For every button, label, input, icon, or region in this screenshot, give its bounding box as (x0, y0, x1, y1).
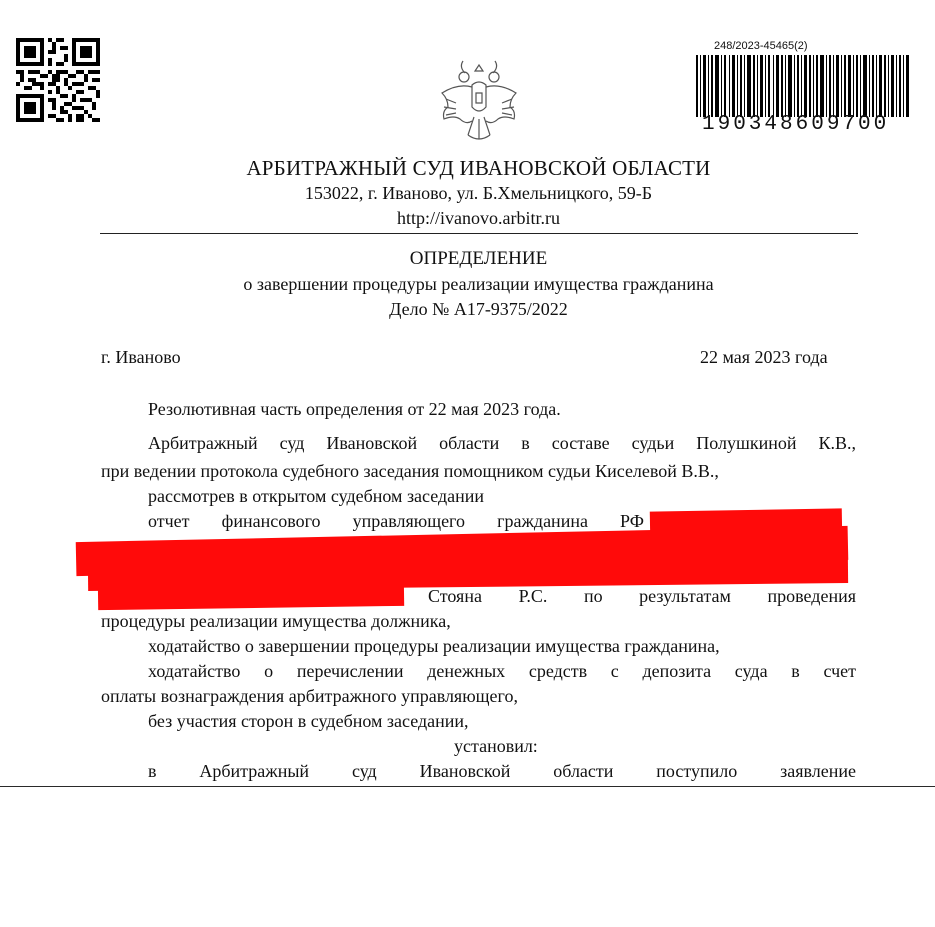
body-line: ходатайство о перечислении денежных средств с депозита суда в счет (148, 661, 856, 681)
body-line: Стояна Р.С. по результатам проведения (428, 586, 856, 606)
body-line: оплаты вознаграждения арбитражного управляющего, (101, 686, 518, 706)
redaction-mark (98, 576, 404, 610)
barcode-digits: 190348609700 (702, 113, 890, 136)
body-line: рассмотрев в открытом судебном заседании (148, 486, 485, 506)
coat-of-arms-icon (432, 55, 526, 147)
body-line: процедуры реализации имущества должника, (101, 611, 451, 631)
body-line: без участия сторон в судебном заседании, (148, 711, 469, 731)
barcode-number-top: 248/2023-45465(2) (714, 40, 808, 52)
section-heading: установил: (454, 736, 538, 756)
document-subtitle: о завершении процедуры реализации имущества гражданина (243, 274, 714, 294)
document-city: г. Иваново (101, 347, 181, 367)
document-date: 22 мая 2023 года (700, 347, 828, 367)
body-line: Арбитражный суд Ивановской области в составе судьи Полушкиной К.В., (148, 433, 856, 453)
body-line: при ведении протокола судебного заседания помощником судьи Киселевой В.В., (101, 461, 719, 481)
court-url: http://ivanovo.arbitr.ru (397, 208, 560, 228)
body-line: Резолютивная часть определения от 22 мая 2023 года. (148, 399, 561, 419)
case-number: Дело № А17-9375/2022 (389, 299, 568, 319)
body-line: ходатайство о завершении процедуры реализации имущества гражданина, (148, 636, 720, 656)
body-line: в Арбитражный суд Ивановской области поступило заявление (148, 761, 856, 781)
court-address: 153022, г. Иваново, ул. Б.Хмельницкого, 59-Б (304, 183, 653, 203)
barcode-icon (696, 55, 910, 117)
qr-code-icon (16, 38, 100, 122)
header-divider (100, 233, 858, 234)
page-cut-line (0, 786, 935, 787)
document-title: ОПРЕДЕЛЕНИЕ (409, 248, 548, 269)
court-name: АРБИТРАЖНЫЙ СУД ИВАНОВСКОЙ ОБЛАСТИ (246, 156, 711, 180)
body-line: отчет финансового управляющего гражданина РФ (148, 511, 644, 531)
